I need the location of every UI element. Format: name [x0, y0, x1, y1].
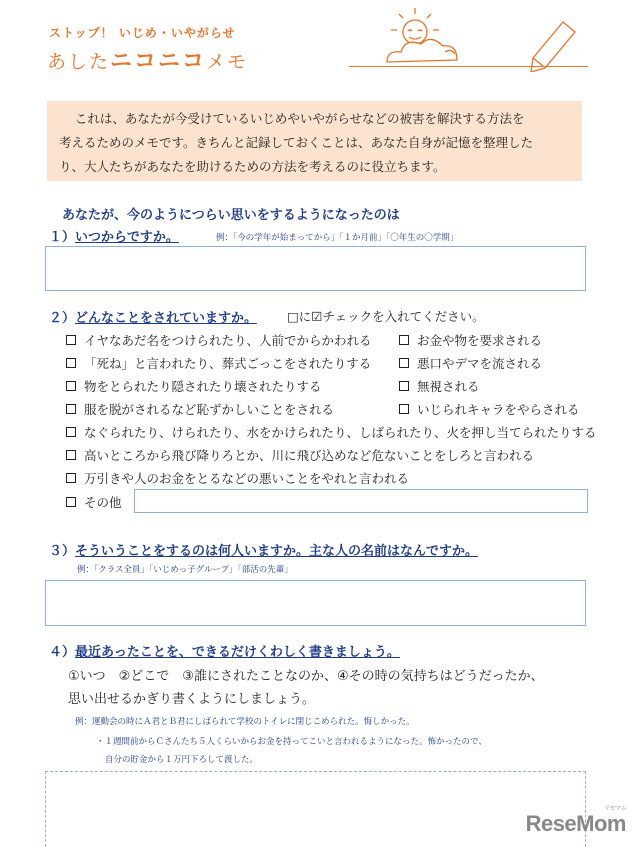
checkbox-icon[interactable] — [66, 404, 76, 414]
checkbox-icon[interactable] — [66, 381, 76, 391]
q1-answer-box[interactable] — [45, 246, 586, 291]
q4-instruction-line: ①いつ ②どこで ③誰にされたことなのか、④その時の気持ちはどうだったか、 — [68, 669, 544, 684]
resemom-logo: ReseMom リセマム — [525, 806, 626, 836]
q4-example: 例：運動会の時にＡ君とＢ君にしばられて学校のトイレに閉じこめられた。悔しかった。 — [75, 717, 415, 727]
intro-line: り、大人たちがあなたを助けるための方法を考えるのに役立ちます。 — [59, 159, 446, 174]
q3-answer-box[interactable] — [45, 580, 586, 626]
checkbox-item[interactable]: いじられキャラをやらされる — [399, 400, 580, 418]
checkbox-icon[interactable] — [66, 497, 76, 507]
checkbox-item[interactable]: なぐられたり、けられたり、水をかけられたり、しばられたり、火を押し当てられたりする — [66, 423, 597, 441]
q3-example: 例：「クラス全員」「いじめっ子グループ」「部活の先輩」 — [77, 565, 293, 575]
checkbox-item[interactable]: 「死ね」と言われたり、葬式ごっこをされたりする — [66, 354, 371, 372]
page-title — [47, 44, 248, 75]
checkbox-item[interactable]: 高いところから飛び降りろとか、川に飛び込めなど危ないことをしろと言われる — [66, 446, 534, 464]
q4-heading: ４）最近あったことを、できるだけくわしく書きましょう。 — [49, 645, 400, 660]
title-post: メモ — [206, 51, 249, 73]
checkbox-icon[interactable] — [66, 450, 76, 460]
q1-heading: １）いつからですか。 — [49, 230, 179, 245]
q4-instruction-line: 思い出せるかぎり書くようにしましょう。 — [68, 692, 316, 707]
intro-box — [47, 101, 582, 181]
checkbox-icon[interactable] — [66, 473, 76, 483]
intro-line: 考えるためのメモです。きちんと記録しておくことは、あなた自身が記憶を整理した — [59, 135, 534, 150]
checkbox-icon[interactable] — [66, 427, 76, 437]
sun-cloud-pencil-illustration — [345, 2, 595, 72]
checkbox-icon[interactable] — [66, 335, 76, 345]
q3-heading: ３）そういうことをするのは何人いますか。主な人の名前はなんですか。 — [49, 544, 479, 559]
checkbox-item[interactable]: 万引きや人のお金をとるなどの悪いことをやれと言われる — [66, 469, 409, 487]
checkbox-item[interactable]: お金や物を要求される — [399, 331, 542, 349]
title-main: ニコニコ — [110, 49, 207, 74]
q2-instruction: □に☑チェックを入れてください。 — [287, 309, 485, 324]
q4-example: 自分の貯金から１万円下ろして渡した。 — [105, 755, 259, 765]
checkbox-item[interactable]: 物をとられたり隠されたり壊されたりする — [66, 377, 322, 395]
checkbox-icon[interactable] — [66, 358, 76, 368]
checkbox-icon[interactable] — [399, 404, 409, 414]
checkbox-item[interactable]: 悪口やデマを流される — [399, 354, 542, 372]
q4-answer-box[interactable] — [45, 771, 586, 847]
checkbox-item[interactable]: 服を脱がされるなど恥ずかしいことをされる — [66, 400, 334, 418]
checkbox-item-other[interactable]: その他 — [66, 493, 122, 511]
intro-line: これは、あなたが今受けているいじめやいやがらせなどの被害を解決する方法を — [74, 111, 525, 126]
q2-heading: ２）どんなことをされていますか。 — [49, 311, 258, 326]
checkbox-icon[interactable] — [399, 381, 409, 391]
checkbox-item[interactable]: 無視される — [399, 377, 480, 395]
other-answer-field[interactable] — [134, 489, 588, 513]
checkbox-icon[interactable] — [399, 358, 409, 368]
checkbox-icon[interactable] — [399, 335, 409, 345]
subtitle: ストップ！ いじめ・いやがらせ — [49, 26, 236, 40]
title-pre: あした — [47, 51, 111, 73]
checkbox-item[interactable]: イヤなあだ名をつけられたり、人前でからかわれる — [66, 331, 372, 349]
q1-lead: あなたが、今のようにつらい思いをするようになったのは — [62, 208, 400, 223]
q1-example: 例：「今の学年が始まってから」「１か月前」「〇年生の〇学期」 — [216, 233, 459, 243]
q4-example: ・１週間前からＣさんたち５人くらいからお金を持ってこいと言われるようになった。怖かったので、 — [96, 737, 487, 747]
